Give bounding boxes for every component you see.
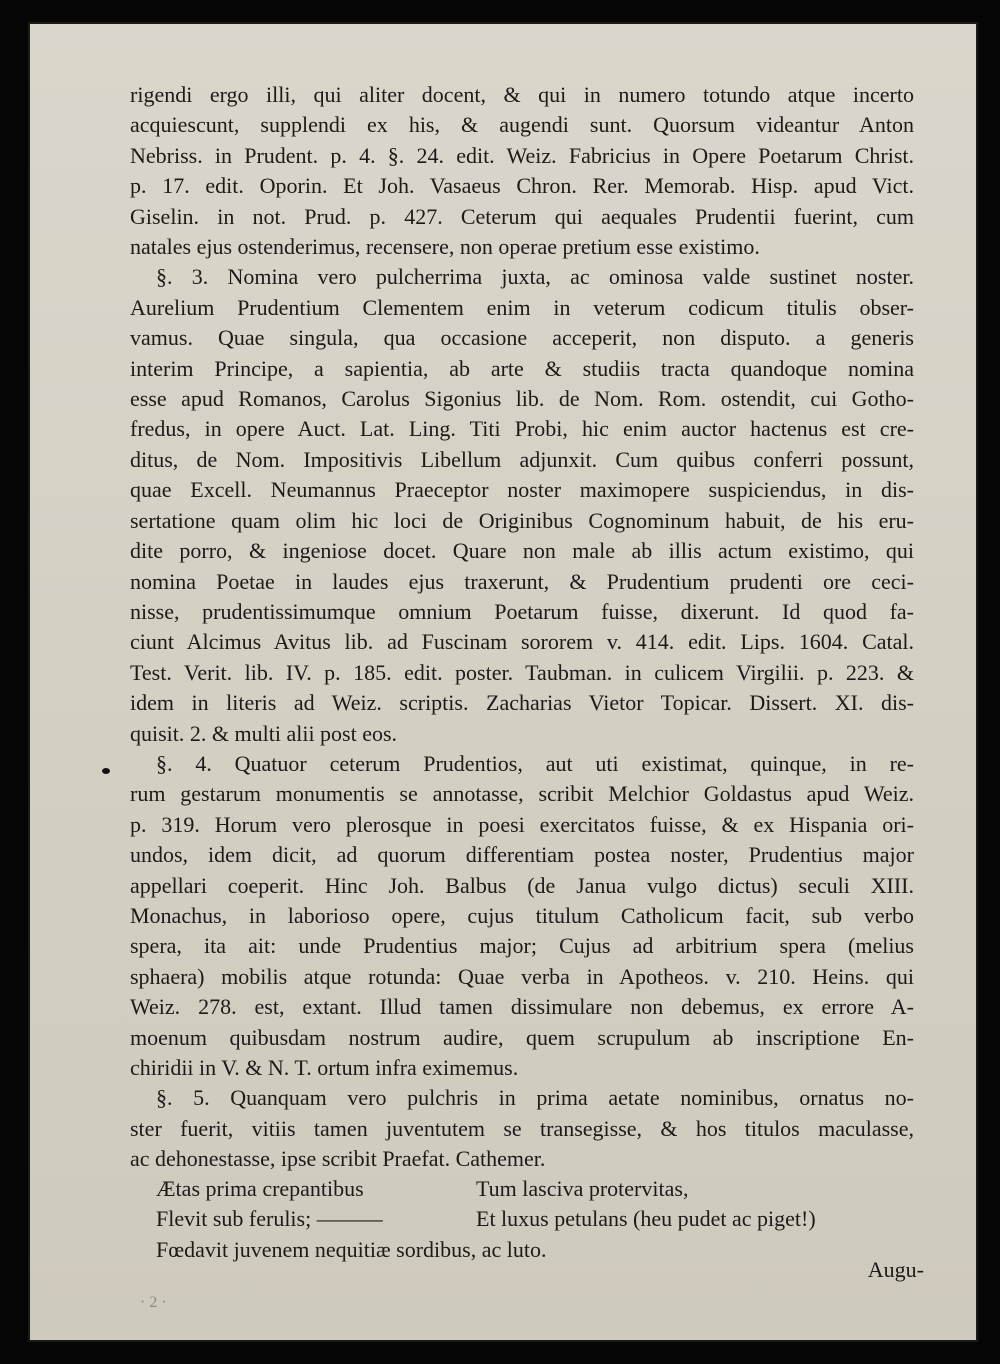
- text-line: chiridii in V. & N. T. ortum infra eximemus.: [130, 1055, 519, 1080]
- text-line: Nebriss. in Prudent. p. 4. §. 24. edit. Weiz. Fabricius in Opere Poetarum Christ.: [130, 142, 914, 168]
- book-page: [28, 22, 978, 1342]
- text-line: rigendi ergo illi, qui aliter docent, & qui in numero totundo atque incerto: [130, 82, 914, 107]
- signature-mark: · 2 ·: [140, 1294, 167, 1311]
- verse-quotation: [156, 1174, 816, 1265]
- paragraph-4-start: §. 4. Quatuor ceterum Prudentios, aut uti existimat, quinque, in re-: [156, 750, 914, 776]
- text-line: spera, ita ait: unde Prudentius major; Cujus ad arbitrium spera (melius: [130, 933, 914, 959]
- text-line: esse apud Romanos, Carolus Sigonius lib. de Nom. Rom. ostendit, cui Gotho-: [130, 386, 914, 412]
- verse-right: Et luxus petulans (heu pudet ac piget!): [476, 1206, 816, 1232]
- text-line: Aurelium Prudentium Clementem enim in veterum codicum titulis obser-: [130, 294, 914, 320]
- text-line: sphaera) mobilis atque rotunda: Quae verba in Apotheos. v. 210. Heins. qui: [130, 963, 914, 989]
- text-line: ster fuerit, vitiis tamen juventutem se transegisse, & hos titulos maculasse,: [130, 1115, 914, 1141]
- text-line: nisse, prudentissimumque omnium Poetarum fuisse, dixerunt. Id quod fa-: [130, 598, 914, 624]
- verse-line: [156, 1174, 816, 1204]
- text-line: quisit. 2. & multi alii post eos.: [130, 720, 398, 746]
- text-line: sertatione quam olim hic loci de Originibus Cognominum habuit, de his eru-: [130, 507, 914, 533]
- text-line: quae Excell. Neumannus Praeceptor noster maximopere suspiciendus, in dis-: [130, 477, 914, 503]
- text-line: Test. Verit. lib. IV. p. 185. edit. poster. Taubman. in culicem Virgilii. p. 223. &: [130, 659, 914, 685]
- verse-line: [156, 1235, 816, 1265]
- text-line: interim Principe, a sapientia, ab arte & studiis tracta quandoque nomina: [130, 355, 914, 381]
- verse-line: [156, 1204, 816, 1234]
- paragraph-3-start: §. 3. Nomina vero pulcherrima juxta, ac ominosa valde sustinet noster.: [156, 264, 914, 290]
- text-line: nomina Poetae in laudes ejus traxerunt, & Prudentium prudenti ore ceci-: [130, 568, 914, 594]
- text-line: Giselin. in not. Prud. p. 427. Ceterum qui aequales Prudentii fuerint, cum: [130, 203, 914, 229]
- text-line: Weiz. 278. est, extant. Illud tamen dissimulare non debemus, ex errore A-: [130, 994, 914, 1020]
- verse-right: Tum lasciva protervitas,: [476, 1176, 689, 1201]
- text-line: natales ejus ostenderimus, recensere, non operae pretium esse existimo.: [130, 234, 760, 260]
- text-line: moenum quibusdam nostrum audire, quem scrupulum ab inscriptione En-: [130, 1024, 914, 1050]
- catchword: Augu-: [867, 1257, 924, 1282]
- text-line: ac dehonestasse, ipse scribit Praefat. Cathemer.: [130, 1146, 546, 1172]
- text-line: fredus, in opere Auct. Lat. Ling. Titi Probi, hic enim auctor hactenus est cre-: [130, 416, 914, 442]
- text-line: appellari coeperit. Hinc Joh. Balbus (de Janua vulgo dictus) seculi XIII.: [130, 872, 914, 898]
- body-text: [130, 80, 914, 1175]
- text-line: ciunt Alcimus Avitus lib. ad Fuscinam sororem v. 414. edit. Lips. 1604. Catal.: [130, 629, 914, 655]
- paragraph-5-start: §. 5. Quanquam vero pulchris in prima aetate nominibus, ornatus no-: [156, 1085, 914, 1111]
- verse-left: Flevit sub ferulis; ———: [156, 1206, 383, 1232]
- text-line: acquiescunt, supplendi ex his, & augendi sunt. Quorsum videantur Anton: [130, 112, 914, 138]
- text-line: rum gestarum monumentis se annotasse, scribit Melchior Goldastus apud Weiz.: [130, 781, 914, 807]
- text-line: idem in literis ad Weiz. scriptis. Zacharias Vietor Topicar. Dissert. XI. dis-: [130, 690, 914, 716]
- text-line: dite porro, & ingeniose docet. Quare non male ab illis actum existimo, qui: [130, 538, 914, 564]
- text-line: p. 319. Horum vero plerosque in poesi exercitatos fuisse, & ex Hispania ori-: [130, 811, 914, 837]
- text-line: p. 17. edit. Oporin. Et Joh. Vasaeus Chron. Rer. Memorab. Hisp. apud Vict.: [130, 173, 914, 199]
- text-line: ditus, de Nom. Impositivis Libellum adjunxit. Cum quibus conferri possunt,: [130, 446, 914, 472]
- text-line: Monachus, in laborioso opere, cujus titulum Catholicum facit, sub verbo: [130, 902, 914, 928]
- ink-speck: [102, 768, 110, 774]
- verse-left: Fœdavit juvenem nequitiæ sordibus, ac luto.: [156, 1236, 547, 1262]
- text-line: vamus. Quae singula, qua occasione acceperit, non disputo. a generis: [130, 325, 914, 351]
- text-line: undos, idem dicit, ad quorum differentiam postea noster, Prudentius major: [130, 842, 914, 868]
- verse-left: Ætas prima crepantibus: [156, 1176, 364, 1201]
